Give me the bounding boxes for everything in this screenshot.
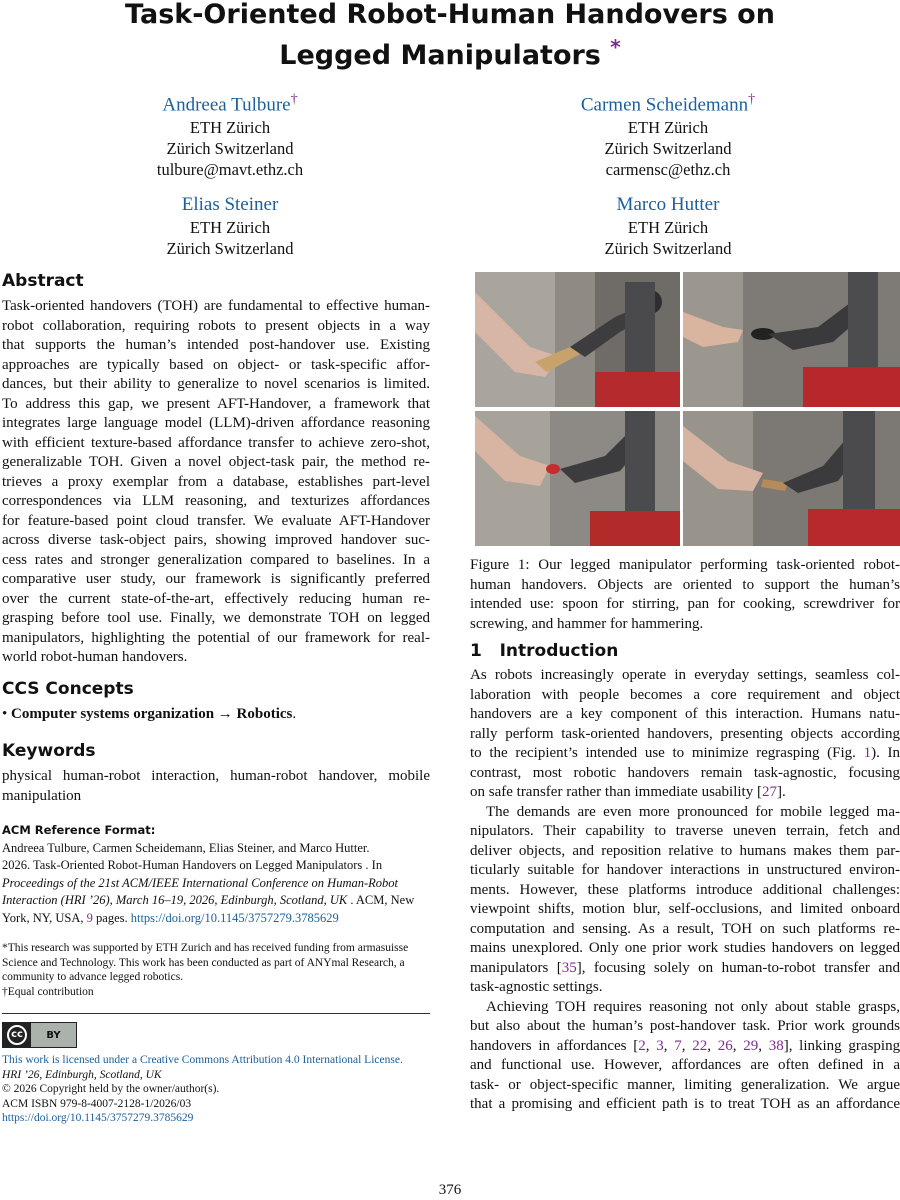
- citation-link[interactable]: 2: [638, 1037, 646, 1054]
- author-block-4: [548, 193, 788, 259]
- text-line: deliver objects, and reposition relative to humans makes them par-: [470, 842, 900, 859]
- author-org: ETH Zürich: [627, 218, 709, 237]
- text-line: that supports the human’s intended post-handover use. Existing: [2, 337, 430, 353]
- text-line: nipulators. Their capability to traverse uneven terrain, fetch and: [470, 823, 900, 839]
- citation-link[interactable]: 27: [761, 784, 777, 800]
- figure-photo-hammer: [683, 411, 900, 546]
- citation-link[interactable]: 7: [674, 1037, 682, 1054]
- text-line: rally perform task-oriented handovers, presenting objects according: [470, 725, 900, 742]
- license-link[interactable]: This work is licensed under a Creative Commons Attribution 4.0 International License.: [2, 1054, 403, 1066]
- footnote-funding: Science and Technology. This work has been conducted as part of ANYmal Research, a: [2, 956, 405, 969]
- text-line: human handovers. Objects are oriented to support the human’s: [470, 576, 900, 593]
- cc-by-badge[interactable]: [2, 1022, 77, 1048]
- figure-ref-link[interactable]: 1: [863, 745, 872, 761]
- footnote-rule: [2, 1013, 430, 1014]
- text-line: handovers are a key component of this interaction. Humans natu-: [470, 706, 900, 722]
- abstract-text: [2, 297, 430, 668]
- abstract-heading: Abstract: [2, 271, 84, 291]
- text-line: manipulators, highlighting the potential of our framework for real-: [2, 629, 430, 646]
- text-line: over the current state-of-the-art, effectively reducing human re-: [2, 590, 430, 607]
- text-line: cess rates and stronger generalization compared to baselines. In a: [2, 551, 430, 568]
- text-line: generalizable TOH. Given a novel object-task pair, the method re-: [2, 454, 430, 470]
- acm-reference-line: 2026. Task-Oriented Robot-Human Handovers on Legged Manipulators . In: [2, 858, 383, 872]
- intro-paragraph-2: [470, 803, 900, 998]
- text-line: Achieving TOH requires reasoning not only about stable grasps,: [486, 998, 900, 1015]
- author-org: ETH Zürich: [627, 118, 709, 138]
- intro-paragraph-1: [470, 666, 900, 803]
- figure-photo-spoon: [475, 272, 680, 407]
- text-line: correspondences via LLM reasoning, and texturizes affordances: [2, 493, 430, 509]
- author-location: Zürich Switzerland: [166, 139, 294, 159]
- text-line: handovers in affordances [2, 3, 7, 22, 26, 29, 38], linking grasping: [470, 1037, 900, 1054]
- text-line: intended use: spoon for stirring, pan for cooking, screwdriver for: [470, 596, 900, 612]
- license-block: [2, 1053, 430, 1126]
- text-line: to the recipient’s intended use to minimize regrasping (Fig. 1). In: [470, 745, 900, 761]
- footnote-funding: *This research was supported by ETH Zurich and has received funding from armasuisse: [2, 942, 409, 954]
- text-line: and functional use. However, affordances are often defined in a: [470, 1057, 900, 1073]
- text-line: physical human-robot interaction, human-robot handover, mobile: [2, 768, 430, 784]
- author-block-1: [110, 88, 350, 180]
- text-line: screwing, and hammer for hammering.: [470, 615, 704, 632]
- doi-link[interactable]: https://doi.org/10.1145/3757279.3785629: [130, 910, 339, 925]
- text-line: ticularly suitable for handover interactions in unstructured environ-: [470, 862, 900, 878]
- by-icon: BY: [46, 1029, 61, 1041]
- title-line-2-text: Legged Manipulators: [279, 40, 601, 71]
- text-line: task- or object-specific manner, limiting generalization. We argue: [470, 1076, 900, 1093]
- venue: HRI ’26, Edinburgh, Scotland, UK: [2, 1068, 162, 1081]
- ccs-heading: CCS Concepts: [2, 678, 134, 699]
- author-org: ETH Zürich: [189, 218, 271, 237]
- footnote-funding: community to advance legged robotics.: [2, 971, 184, 983]
- text-line: contrast, most robotic handovers remain task-agnostic, focusing: [470, 764, 900, 781]
- acm-reference-line: Andreea Tulbure, Carmen Scheidemann, Elias Steiner, and Marco Hutter.: [2, 840, 370, 855]
- keywords-heading: Keywords: [2, 741, 96, 761]
- keywords-text: [2, 767, 430, 806]
- figure-photo-pan: [683, 272, 900, 407]
- title-line-1: Task-Oriented Robot-Human Handovers on: [125, 0, 775, 30]
- text-line: approaches are typically based on object- or task-specific affor-: [2, 356, 430, 373]
- text-line: for feature-based point cloud transfer. We evaluate AFT-Handover: [2, 512, 430, 529]
- author-block-2: [548, 88, 788, 180]
- text-line: manipulators [35], focusing solely on human-to-robot transfer and: [470, 959, 900, 976]
- text-line: computation and sensing. As a result, TOH on such platforms re-: [470, 920, 900, 937]
- author-name[interactable]: Elias Steiner: [181, 194, 279, 215]
- text-line: ments. However, these platforms introduce additional challenges:: [470, 881, 900, 898]
- isbn: ACM ISBN 979-8-4007-2128-1/2026/03: [2, 1097, 192, 1110]
- footnote-equal: †Equal contribution: [2, 985, 94, 998]
- text-line: grasping before tool use. Finally, we demonstrate TOH on legged: [2, 610, 430, 626]
- text-line: world robot-human handovers.: [2, 649, 188, 665]
- acm-reference-line: York, NY, USA, 9 pages. https://doi.org/10.1145/3757279.3785629: [2, 910, 339, 925]
- text-line: integrates large language model (LLM)-driven affordance reasoning: [2, 415, 430, 431]
- title-footnote-mark: *: [610, 35, 621, 59]
- figure-caption: [470, 556, 900, 634]
- text-line: As robots increasingly operate in everyday settings, seamless col-: [470, 667, 900, 683]
- author-name[interactable]: Carmen Scheidemann†: [580, 92, 756, 116]
- text-line: The demands are even more pronounced for mobile legged ma-: [486, 803, 900, 820]
- text-line: robot collaboration, requiring robots to present objects in a way: [2, 317, 430, 334]
- right-column: [470, 640, 900, 1115]
- title-line-2: [0, 31, 900, 72]
- citation-link[interactable]: 38: [768, 1037, 784, 1054]
- copyright: © 2026 Copyright held by the owner/author(s).: [2, 1083, 220, 1095]
- acm-reference-line: Proceedings of the 21st ACM/IEEE International Conference on Human-Robot: [2, 875, 398, 890]
- ccs-concept: Computer systems organization → Robotics: [11, 705, 293, 722]
- intro-paragraph-3: [470, 998, 900, 1115]
- citation-link[interactable]: 29: [743, 1037, 759, 1054]
- acm-reference-heading: ACM Reference Format:: [2, 823, 156, 837]
- introduction-heading: 1 Introduction: [470, 641, 619, 661]
- acm-reference-line: Interaction (HRI ’26), March 16–19, 2026, Edinburgh, Scotland, UK . ACM, New: [2, 893, 415, 907]
- text-line: dances, but their ability to generalize to novel scenarios is limited.: [2, 376, 430, 392]
- citation-link[interactable]: 3: [656, 1037, 664, 1054]
- author-name[interactable]: Andreea Tulbure†: [162, 92, 298, 116]
- author-email: carmensc@ethz.ch: [605, 160, 731, 180]
- author-email: tulbure@mavt.ethz.ch: [156, 160, 304, 180]
- text-line: Task-oriented handovers (TOH) are fundamental to effective human-: [2, 298, 430, 314]
- text-line: manipulation: [2, 787, 82, 804]
- text-line: To address this gap, we present AFT-Handover, a framework that: [2, 395, 430, 412]
- citation-link[interactable]: 22: [692, 1037, 708, 1054]
- text-line: with efficient texture-based affordance transfer to achieve zero-shot,: [2, 434, 430, 451]
- author-name[interactable]: Marco Hutter: [616, 194, 720, 215]
- text-line: mains unexplored. Only one prior work studies handovers on legged: [470, 940, 900, 956]
- author-org: ETH Zürich: [189, 118, 271, 138]
- page-number: 376: [438, 1182, 462, 1198]
- paper-title: [0, 0, 900, 72]
- footnotes: [2, 941, 430, 999]
- text-line: across diverse task-object pairs, showing improved handover suc-: [2, 532, 430, 548]
- author-block-3: [110, 193, 350, 259]
- cc-icon: cc: [7, 1025, 27, 1045]
- citation-link[interactable]: 26: [717, 1037, 733, 1054]
- ccs-text: • Computer systems organization → Robotics.: [2, 705, 297, 722]
- text-line: Figure 1: Our legged manipulator performing task-oriented robot-: [470, 557, 900, 573]
- citation-link[interactable]: 35: [561, 959, 577, 976]
- author-location: Zürich Switzerland: [604, 239, 732, 258]
- text-line: viewpoint shifts, motion blur, self-occlusions, and limited onboard: [470, 901, 900, 917]
- text-line: on safe transfer rather than immediate usability [27].: [470, 784, 786, 800]
- acm-reference: [2, 822, 430, 927]
- text-line: comparative user study, our framework is significantly preferred: [2, 571, 430, 587]
- text-line: that a promising and efficient path is to treat TOH as an affordance: [470, 1096, 900, 1112]
- text-line: laboration with people becomes a core requirement and object: [470, 686, 900, 703]
- pages-link[interactable]: 9: [86, 910, 93, 925]
- license-doi-link[interactable]: https://doi.org/10.1145/3757279.3785629: [2, 1112, 194, 1124]
- text-line: but also about the human’s post-handover task. Prior work grounds: [470, 1018, 900, 1034]
- left-column: [2, 270, 430, 1126]
- author-location: Zürich Switzerland: [166, 239, 294, 258]
- text-line: task-agnostic settings.: [470, 979, 603, 995]
- author-location: Zürich Switzerland: [604, 139, 732, 159]
- figure-photo-screwdriver: [475, 411, 680, 546]
- text-line: trieves a proxy exemplar from a database, establishes part-level: [2, 473, 430, 490]
